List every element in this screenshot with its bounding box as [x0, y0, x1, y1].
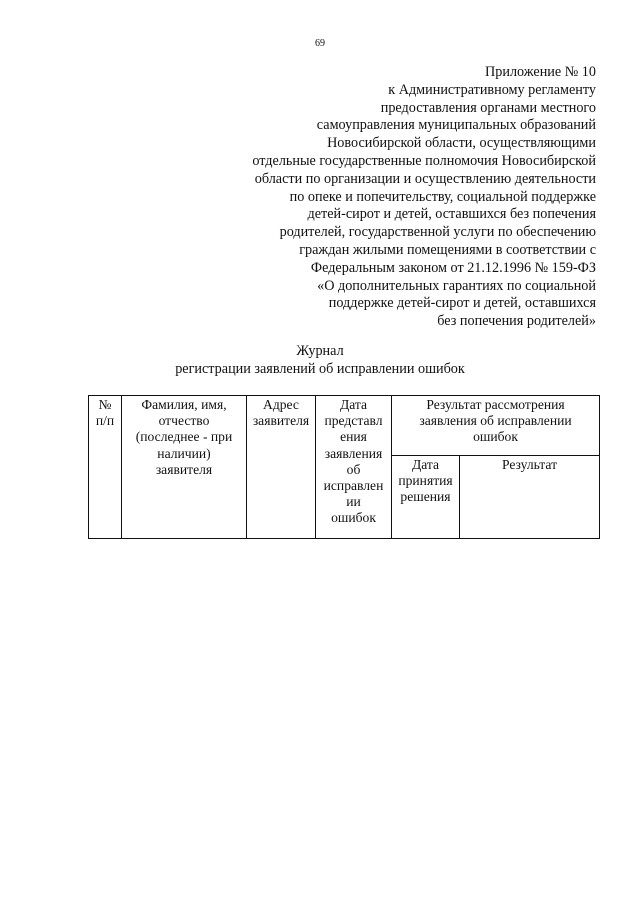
appendix-line: отдельные государственные полномочия Новосибирской: [252, 152, 596, 169]
appendix-line: области по организации и осуществлению деятельности: [254, 170, 596, 187]
header-number: № п/п: [89, 396, 122, 539]
appendix-line: к Административному регламенту: [388, 81, 596, 98]
appendix-line: родителей, государственной услуги по обеспечению: [279, 224, 596, 241]
appendix-line: Федеральным законом от 21.12.1996 № 159-ФЗ: [310, 259, 596, 276]
header-full-name: Фамилия, имя, отчество (последнее - при наличии) заявителя: [122, 396, 247, 539]
appendix-line: граждан жилыми помещениями в соответствии с: [299, 241, 596, 258]
registration-table: [88, 395, 600, 539]
appendix-line: «О дополнительных гарантиях по социальной: [317, 277, 596, 294]
appendix-line: без попечения родителей»: [437, 313, 596, 330]
header-decision-date: Дата принятия решения: [392, 456, 460, 539]
appendix-line: детей-сирот и детей, оставшихся без попечения: [307, 206, 596, 223]
header-result: Результат: [460, 456, 600, 539]
appendix-line: предоставления органами местного: [380, 99, 596, 116]
appendix-header: [176, 64, 596, 331]
appendix-line: поддержке детей-сирот и детей, оставшихся: [328, 295, 596, 312]
appendix-line: по опеке и попечительству, социальной поддержке: [289, 188, 596, 205]
table-header-row: [89, 396, 600, 456]
journal-heading: [0, 343, 640, 378]
header-address: Адрес заявителя: [247, 396, 316, 539]
journal-subtitle: регистрации заявлений об исправлении ошибок: [175, 360, 465, 377]
appendix-line: самоуправления муниципальных образований: [316, 117, 596, 134]
appendix-line: Новосибирской области, осуществляющими: [327, 135, 596, 152]
header-review-result: Результат рассмотрения заявления об исправлении ошибок: [392, 396, 600, 456]
appendix-line: Приложение № 10: [485, 64, 596, 80]
journal-title: Журнал: [296, 343, 344, 359]
page-number: 69: [315, 38, 325, 49]
header-submission-date: Дата представл ения заявления об исправлен ии ошибок: [316, 396, 392, 539]
